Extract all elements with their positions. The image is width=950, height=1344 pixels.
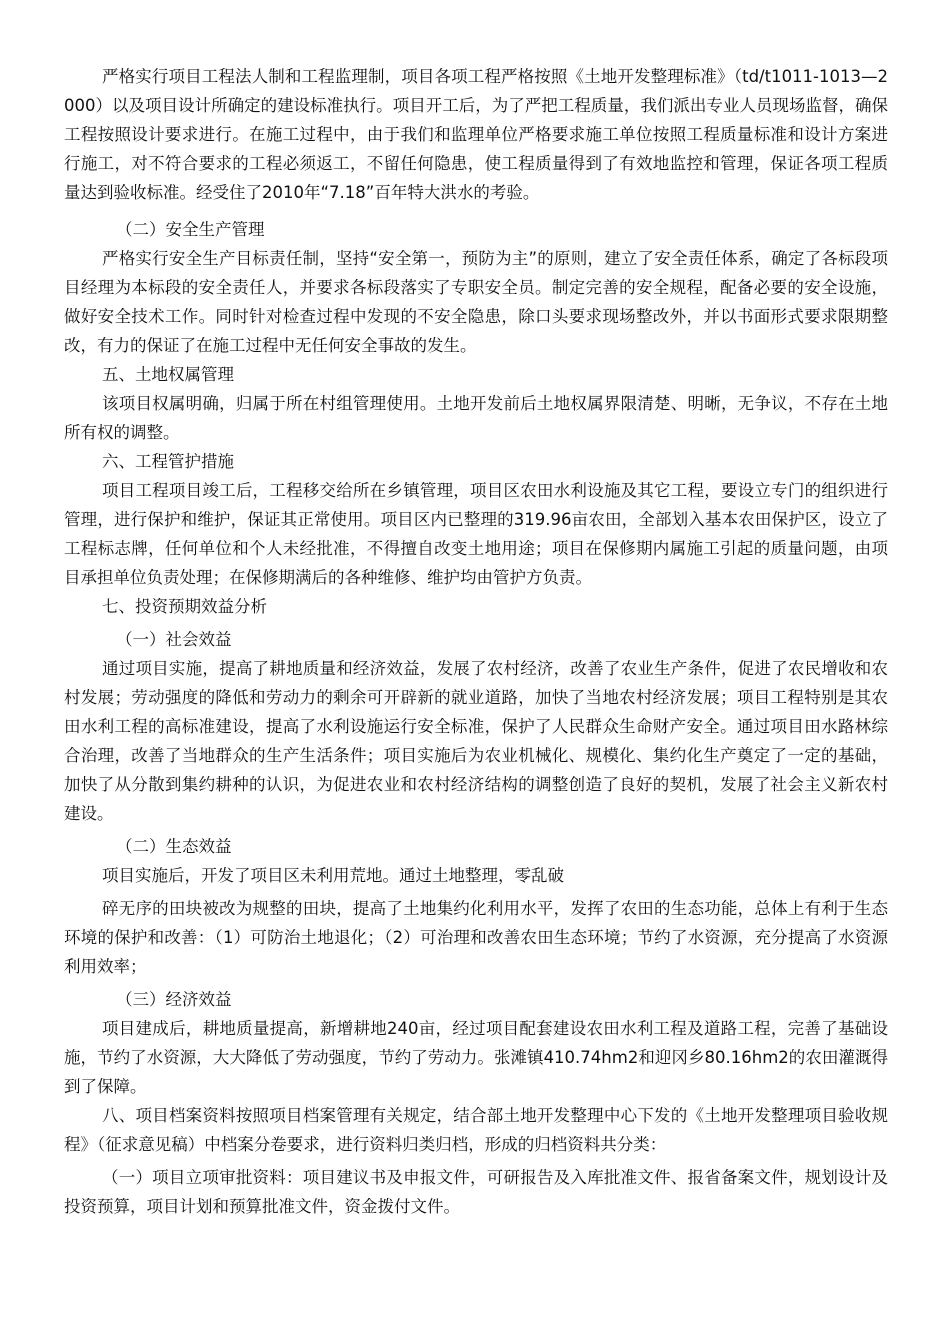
land-rights-paragraph: 该项目权属明确，归属于所在村组管理使用。土地开发前后土地权属界限清楚、明晰，无争议，不存在土地所有权的调整。	[64, 394, 888, 442]
document-page	[64, 62, 888, 1221]
section-heading-benefits: 七、投资预期效益分析	[102, 597, 267, 616]
ecological-paragraph-2: 碎无序的田块被改为规整的田块，提高了土地集约化利用水平，发挥了农田的生态功能，总体上有利于生态环境的保护和改善：（1）可防治土地退化；（2）可治理和改善农田生态环境；节约了水资源，充分提高了水资源利用效率；	[64, 899, 888, 976]
archive-item-1: （一）项目立项审批资料：项目建议书及申报文件，可研报告及入库批准文件、报省备案文件，规划设计及投资预算，项目计划和预算批准文件，资金拨付文件。	[64, 1168, 888, 1216]
section-heading-safety: （二）安全生产管理	[116, 220, 265, 239]
quality-paragraph: 严格实行项目工程法人制和工程监理制，项目各项工程严格按照《土地开发整理标准》（td/t1011-1013—2000）以及项目设计所确定的建设标准执行。项目开工后，为了严把工程质量，我们派出专业人员现场监督，确保工程按照设计要求进行。在施工过程中，由于我们和监理单位严格要求施工单位按照工程质量标准和设计方案进行施工，对不符合要求的工程必须返工，不留任何隐患，使工程质量得到了有效地监控和管理，保证各项工程质量达到验收标准。经受住了2010年“7.18”百年特大洪水的考验。	[64, 67, 888, 202]
archive-paragraph: 八、项目档案资料按照项目档案管理有关规定，结合部土地开发整理中心下发的《土地开发整理项目验收规程》（征求意见稿）中档案分卷要求，进行资料归类归档，形成的归档资料共分类：	[64, 1106, 888, 1154]
section-heading-economic: （三）经济效益	[116, 990, 232, 1009]
section-heading-maintenance: 六、工程管护措施	[102, 452, 234, 471]
ecological-paragraph-1: 项目实施后，开发了项目区未利用荒地。通过土地整理，零乱破	[102, 866, 564, 885]
section-heading-social: （一）社会效益	[116, 630, 232, 649]
economic-paragraph: 项目建成后，耕地质量提高，新增耕地240亩，经过项目配套建设农田水利工程及道路工程，完善了基础设施，节约了水资源，大大降低了劳动强度，节约了劳动力。张滩镇410.74hm2和迎冈乡80.16hm2的农田灌溉得到了保障。	[64, 1019, 888, 1096]
section-heading-land-rights: 五、土地权属管理	[102, 365, 234, 384]
social-paragraph: 通过项目实施，提高了耕地质量和经济效益，发展了农村经济，改善了农业生产条件，促进了农民增收和农村发展；劳动强度的降低和劳动力的剩余可开辟新的就业道路，加快了当地农村经济发展；项目工程特别是其农田水利工程的高标准建设，提高了水利设施运行安全标准，保护了人民群众生命财产安全。通过项目田水路林综合治理，改善了当地群众的生产生活条件；项目实施后为农业机械化、规模化、集约化生产奠定了一定的基础，加快了从分散到集约耕种的认识，为促进农业和农村经济结构的调整创造了良好的契机，发展了社会主义新农村建设。	[64, 659, 888, 823]
section-heading-ecological: （二）生态效益	[116, 837, 232, 856]
safety-paragraph: 严格实行安全生产目标责任制，坚持“安全第一，预防为主”的原则，建立了安全责任体系，确定了各标段项目经理为本标段的安全责任人，并要求各标段落实了专职安全员。制定完善的安全规程，配备必要的安全设施，做好安全技术工作。同时针对检查过程中发现的不安全隐患，除口头要求现场整改外，并以书面形式要求限期整改，有力的保证了在施工过程中无任何安全事故的发生。	[64, 249, 888, 355]
maintenance-paragraph: 项目工程项目竣工后，工程移交给所在乡镇管理，项目区农田水利设施及其它工程，要设立专门的组织进行管理，进行保护和维护，保证其正常使用。项目区内已整理的319.96亩农田，全部划入基本农田保护区，设立了工程标志牌，任何单位和个人未经批准，不得擅自改变土地用途；项目在保修期内属施工引起的质量问题，由项目承担单位负责处理；在保修期满后的各种维修、维护均由管护方负责。	[64, 481, 888, 587]
